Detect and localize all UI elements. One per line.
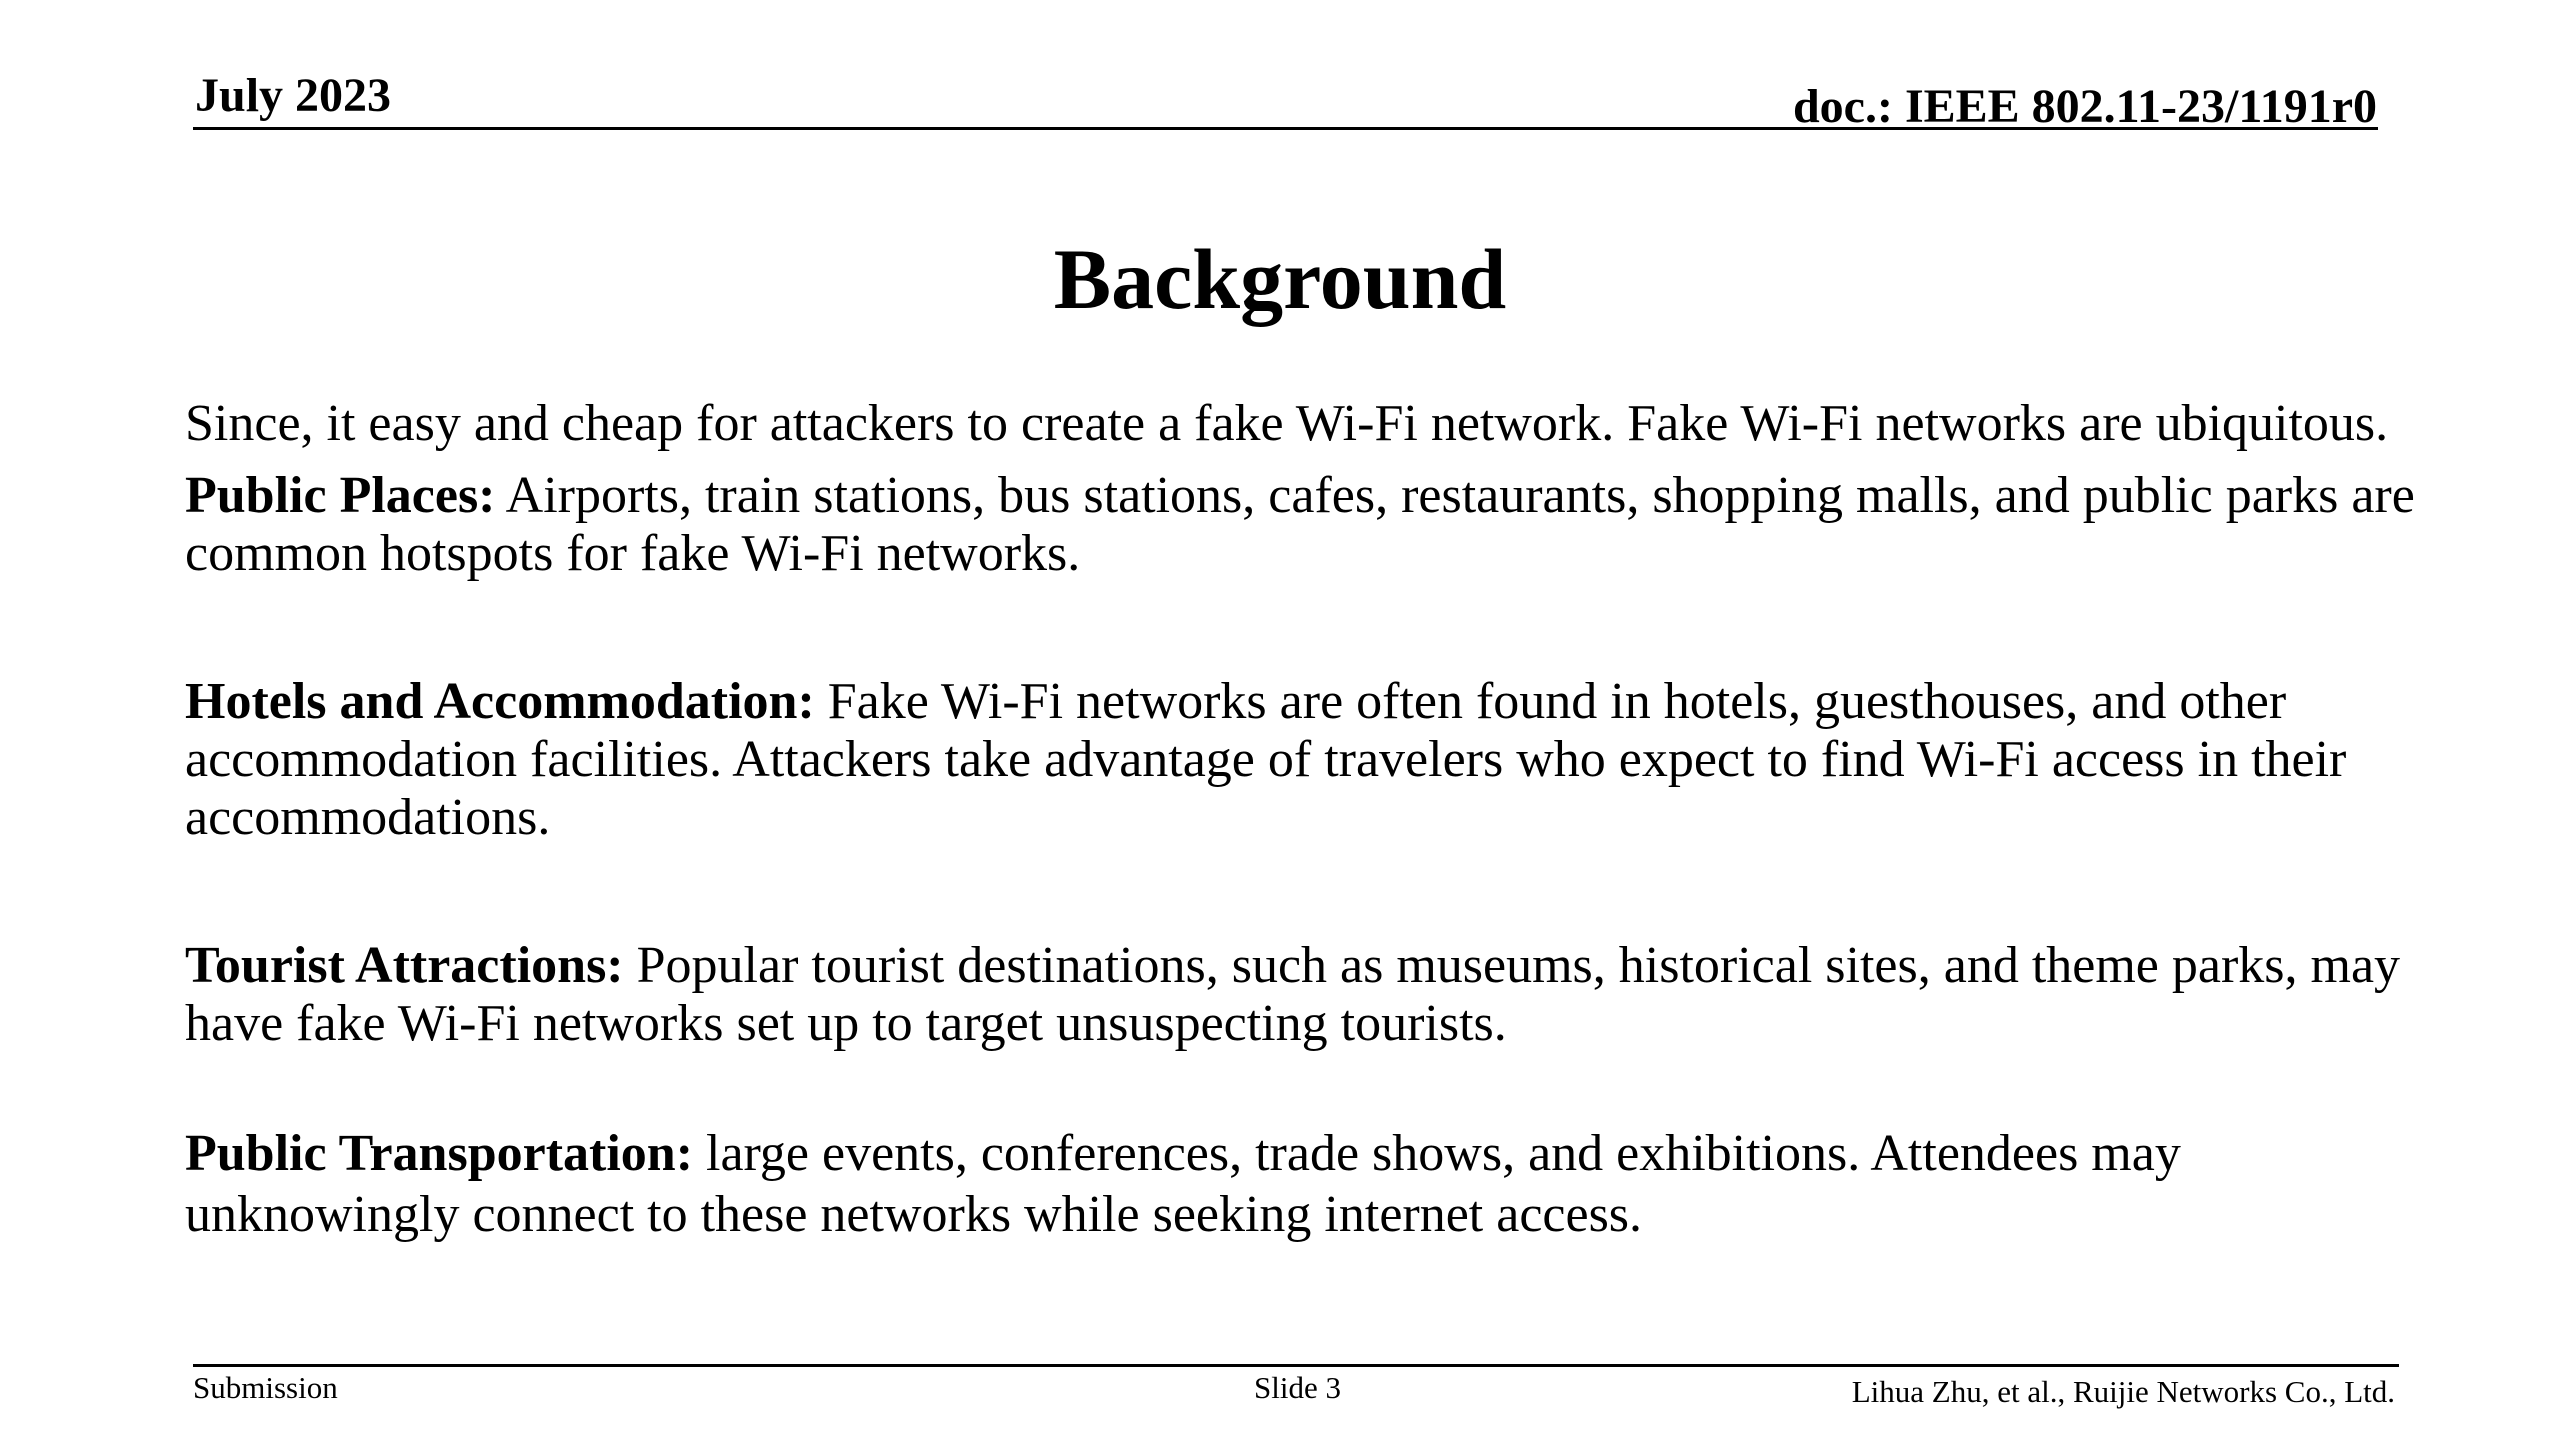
footer-slide-number: Slide 3 bbox=[1254, 1370, 1341, 1405]
header-divider bbox=[193, 127, 2378, 130]
section-tourist-attractions bbox=[185, 937, 2415, 1053]
header-doc-id: doc.: IEEE 802.11-23/1191r0 bbox=[1792, 80, 2377, 133]
section-public-transportation bbox=[185, 1123, 2415, 1245]
slide-title: Background bbox=[1053, 231, 1507, 327]
intro-paragraph: Since, it easy and cheap for attackers to create a fake Wi-Fi network. Fake Wi-Fi networks are ubiquitous. bbox=[185, 395, 2389, 452]
footer-divider bbox=[193, 1364, 2399, 1367]
footer-authors: Lihua Zhu, et al., Ruijie Networks Co., Ltd. bbox=[1851, 1374, 2395, 1409]
section-text: large events, conferences, trade shows, and exhibitions. Attendees may unknowingly connect to these networks while seeking internet access. bbox=[185, 1125, 2181, 1243]
section-label: Hotels and Accommodation: bbox=[185, 673, 815, 730]
section-hotels bbox=[185, 673, 2415, 847]
section-label: Tourist Attractions: bbox=[185, 937, 624, 994]
section-text: Fake Wi-Fi networks are often found in hotels, guesthouses, and other accommodation facilities. Attackers take advantage of travelers who expect to find Wi-Fi access in their accommodations. bbox=[185, 673, 2347, 846]
header-date: July 2023 bbox=[195, 69, 392, 122]
section-label: Public Places: bbox=[185, 467, 496, 524]
section-label: Public Transportation: bbox=[185, 1125, 694, 1182]
section-public-places bbox=[185, 467, 2415, 583]
section-text: Popular tourist destinations, such as museums, historical sites, and theme parks, may have fake Wi-Fi networks set up to target unsuspecting tourists. bbox=[185, 937, 2401, 1052]
section-text: Airports, train stations, bus stations, cafes, restaurants, shopping malls, and public parks are common hotspots for fake Wi-Fi networks. bbox=[185, 467, 2415, 582]
footer-submission: Submission bbox=[193, 1370, 338, 1405]
slide-body bbox=[185, 395, 2415, 1245]
